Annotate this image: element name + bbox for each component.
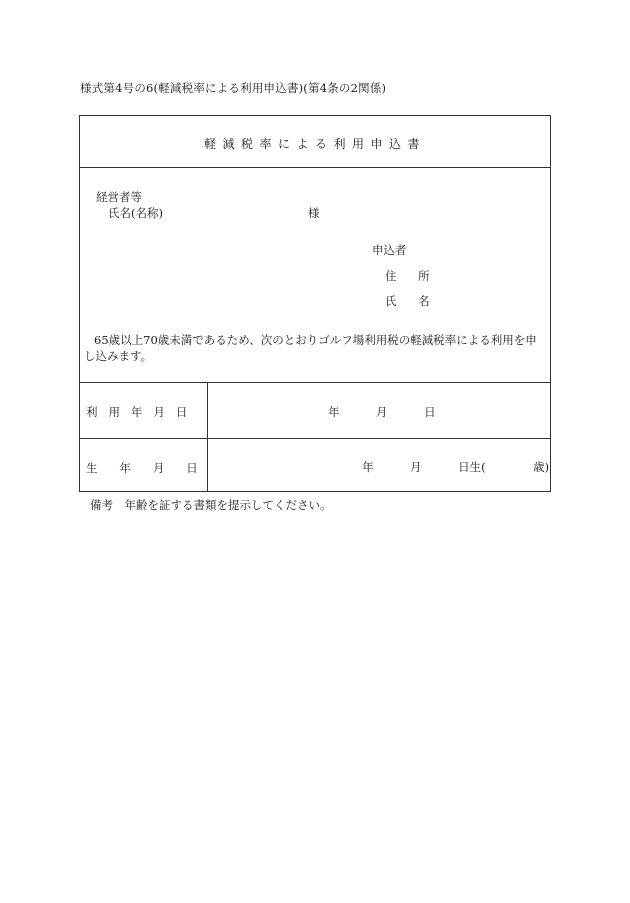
applicant-name-label: 氏 名: [385, 294, 439, 308]
usage-date-value: 年 月 日: [328, 405, 436, 419]
form-caption: 様式第4号の6(軽減税率による利用申込書)(第4条の2関係): [80, 81, 387, 95]
addressee-label: 経営者等: [96, 190, 142, 204]
birth-date-label-cell: [80, 439, 208, 491]
usage-date-row: [80, 382, 550, 438]
remarks-note: 備考 年齢を証する書類を提示してください。: [90, 498, 332, 512]
form-title: 軽減税率による利用申込書: [203, 137, 426, 151]
usage-date-label: 利 用 年 月 日: [86, 405, 188, 419]
title-row: [80, 116, 550, 168]
applicant-label: 申込者: [372, 243, 407, 257]
application-statement: 65歳以上70歳未満であるため、次のとおりゴルフ場利用税の軽減税率による利用を申し込みます。: [84, 333, 537, 363]
addressee-honorific: 様: [308, 206, 320, 220]
usage-date-label-cell: [80, 383, 208, 438]
addressee-name-label: 氏名(名称): [108, 206, 163, 220]
applicant-address-label: 住 所: [385, 269, 439, 283]
birth-date-label: 生 年 月 日: [86, 461, 198, 475]
application-form: [79, 115, 551, 492]
birth-date-row: [80, 438, 550, 491]
birth-date-value: 年 月 日生( 歳): [362, 460, 550, 474]
